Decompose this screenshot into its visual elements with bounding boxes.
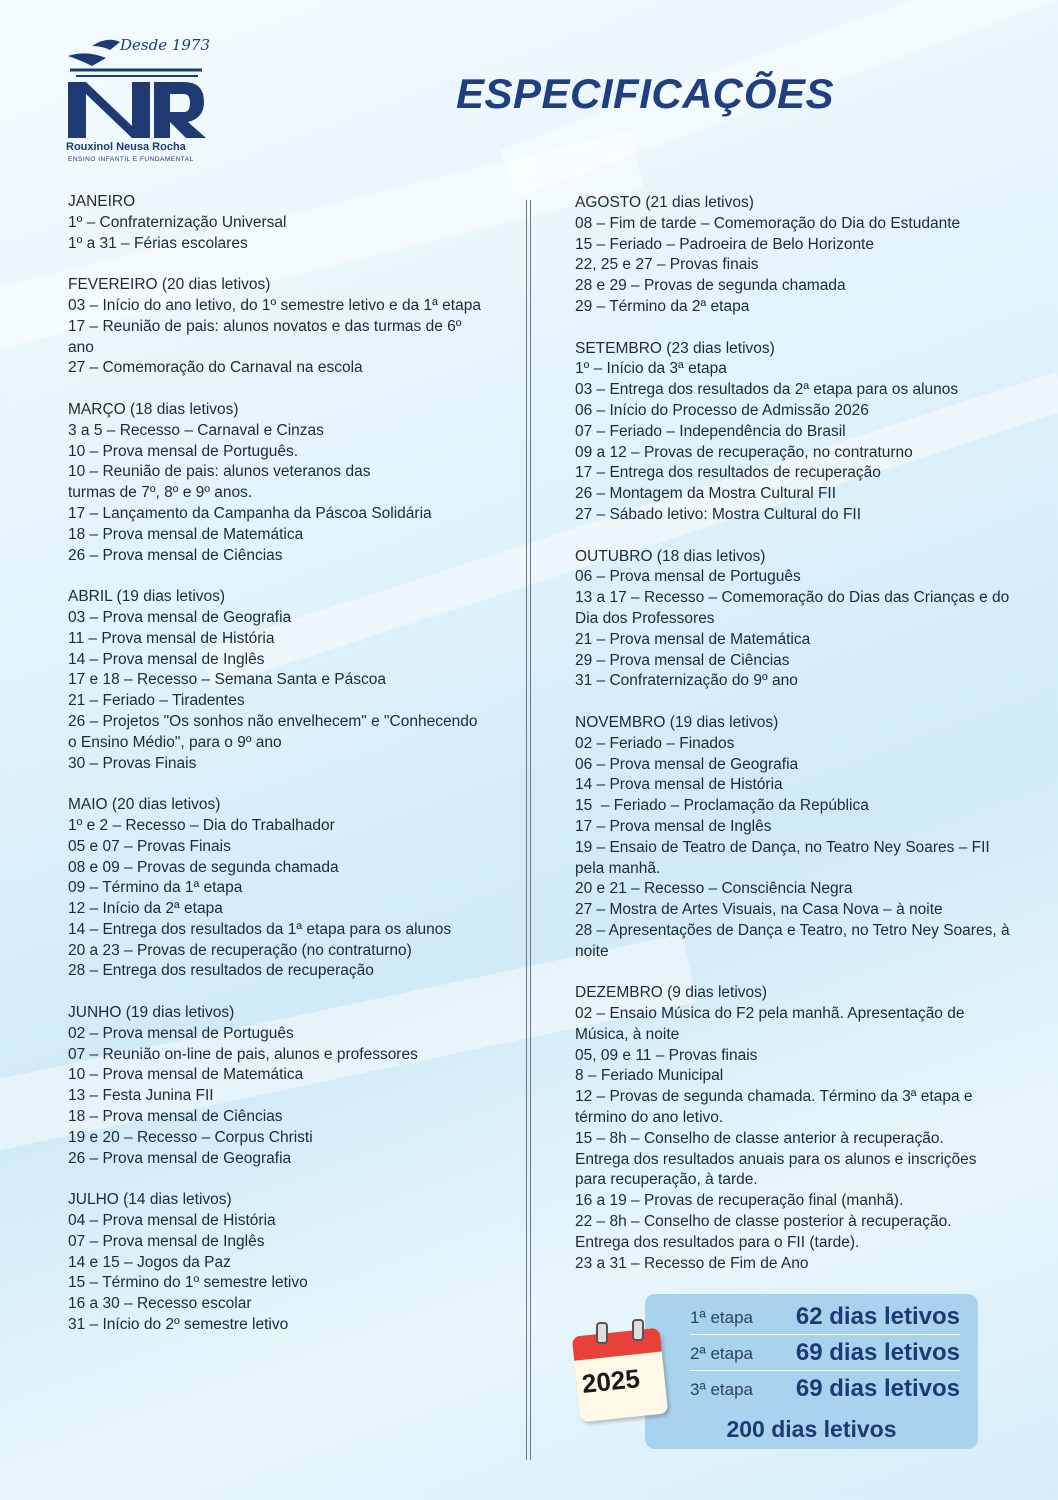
event-line: 04 – Prova mensal de História <box>68 1212 276 1230</box>
event-line: 27 – Sábado letivo: Mostra Cultural do FII <box>575 505 862 523</box>
month-heading: ABRIL (19 dias letivos) <box>68 588 226 606</box>
summary-row <box>690 1336 960 1371</box>
event-line: 26 – Prova mensal de Geografia <box>68 1149 292 1167</box>
month-heading: JUNHO (19 dias letivos) <box>68 1004 235 1022</box>
month-heading: SETEMBRO (23 dias letivos) <box>575 339 775 357</box>
event-line: 09 – Término da 1ª etapa <box>68 879 243 897</box>
event-line: 03 – Entrega dos resultados da 2ª etapa para os alunos <box>575 381 959 399</box>
event-line: 30 – Provas Finais <box>68 754 197 772</box>
event-line: 22 – 8h – Conselho de classe posterior à recuperação. <box>575 1213 952 1231</box>
event-line: 15 – Feriado – Proclamação da República <box>575 797 869 815</box>
event-line: 1º – Início da 3ª etapa <box>575 360 727 378</box>
event-line: 19 – Ensaio de Teatro de Dança, no Teatro Ney Soares – FII pela manhã. <box>575 838 995 877</box>
event-line: 12 – Provas de segunda chamada. Término da 3ª etapa e término do ano letivo. <box>575 1088 977 1127</box>
event-line: 1º a 31 – Férias escolares <box>68 234 248 252</box>
event-line: 31 – Confraternização do 9º ano <box>575 672 798 690</box>
page-title: ESPECIFICAÇÕES <box>456 70 835 117</box>
event-line: 02 – Prova mensal de Português <box>68 1024 294 1042</box>
month-heading: JULHO (14 dias letivos) <box>68 1191 232 1209</box>
event-line: 27 – Comemoração do Carnaval na escola <box>68 359 363 377</box>
event-line: 05 e 07 – Provas Finais <box>68 837 231 855</box>
event-line: 14 e 15 – Jogos da Paz <box>68 1253 231 1271</box>
summary-row-value: 69 dias letivos <box>795 1375 960 1402</box>
event-line: 10 – Prova mensal de Matemática <box>68 1066 304 1084</box>
summary-row-value: 62 dias letivos <box>795 1303 960 1330</box>
event-line: 15 – Término do 1º semestre letivo <box>68 1274 308 1292</box>
event-line: 28 e 29 – Provas de segunda chamada <box>575 277 846 295</box>
event-line: 08 e 09 – Provas de segunda chamada <box>68 858 339 876</box>
month-block <box>68 400 488 566</box>
event-line: 07 – Prova mensal de Inglês <box>68 1232 265 1250</box>
event-line: 1º – Confraternização Universal <box>68 213 287 231</box>
event-line: 17 e 18 – Recesso – Semana Santa e Páscoa <box>68 671 386 689</box>
event-line: 29 – Prova mensal de Ciências <box>575 651 790 669</box>
month-block <box>575 339 1010 526</box>
event-line: 19 e 20 – Recesso – Corpus Christi <box>68 1128 313 1146</box>
event-line: 21 – Feriado – Tiradentes <box>68 692 245 710</box>
summary-row-label: 3ª etapa <box>690 1380 754 1399</box>
event-line: 27 – Mostra de Artes Visuais, na Casa Nova – à noite <box>575 901 943 919</box>
month-heading: OUTUBRO (18 dias letivos) <box>575 547 766 565</box>
summary-row-value: 69 dias letivos <box>795 1339 960 1366</box>
event-line: 8 – Feriado Municipal <box>575 1067 724 1085</box>
brand-name: Rouxinol Neusa Rocha <box>66 141 186 153</box>
left-column <box>68 192 488 1357</box>
event-line: 14 – Entrega dos resultados da 1ª etapa para os alunos <box>68 920 452 938</box>
event-line: 06 – Prova mensal de Geografia <box>575 755 799 773</box>
month-heading: NOVEMBRO (19 dias letivos) <box>575 713 779 731</box>
event-line: Entrega dos resultados anuais para os alunos e inscrições para recuperação, à tarde. <box>575 1150 981 1189</box>
event-line: 15 – 8h – Conselho de classe anterior à recuperação. <box>575 1129 944 1147</box>
event-line: 16 a 30 – Recesso escolar <box>68 1295 252 1313</box>
event-line: 26 – Projetos "Os sonhos não envelhecem" e "Conhecendo o Ensino Médio", para o 9º ano <box>68 712 482 751</box>
month-block <box>575 547 1014 693</box>
event-line: 31 – Início do 2º semestre letivo <box>68 1316 289 1334</box>
event-line: 02 – Feriado – Finados <box>575 734 735 752</box>
month-block <box>575 193 1010 318</box>
event-line: 14 – Prova mensal de História <box>575 776 783 794</box>
event-line: 21 – Prova mensal de Matemática <box>575 630 811 648</box>
event-line: 12 – Início da 2ª etapa <box>68 900 223 918</box>
month-heading: MAIO (20 dias letivos) <box>68 796 221 814</box>
summary-row <box>690 1300 960 1335</box>
event-line: 03 – Início do ano letivo, do 1º semestre letivo e da 1ª etapa <box>68 296 481 314</box>
month-block <box>575 983 1010 1274</box>
since-label: Desde 1973 <box>120 36 211 54</box>
calendar-year: 2025 <box>580 1363 642 1399</box>
event-line: 10 – Reunião de pais: alunos veteranos das <box>68 463 371 481</box>
month-heading: JANEIRO <box>68 193 136 210</box>
brand-subtitle: ENSINO INFANTIL E FUNDAMENTAL <box>68 156 194 163</box>
summary-box <box>645 1294 978 1449</box>
event-line: 13 a 17 – Recesso – Comemoração do Dias das Crianças e do Dia dos Professores <box>575 589 1014 627</box>
event-line: 20 e 21 – Recesso – Consciência Negra <box>575 880 853 898</box>
summary-row-label: 2ª etapa <box>690 1344 754 1363</box>
month-block <box>68 587 488 774</box>
event-line: 11 – Prova mensal de História <box>68 629 275 647</box>
month-block <box>68 192 488 254</box>
summary-total: 200 dias letivos <box>726 1416 897 1442</box>
event-line: 06 – Prova mensal de Português <box>575 568 801 586</box>
event-line: 15 – Feriado – Padroeira de Belo Horizonte <box>575 235 874 253</box>
event-line: 09 a 12 – Provas de recuperação, no contraturno <box>575 443 913 461</box>
event-line: 29 – Término da 2ª etapa <box>575 297 750 315</box>
calendar-icon <box>570 1318 670 1423</box>
event-line: 18 – Prova mensal de Matemática <box>68 525 304 543</box>
event-line: 28 – Apresentações de Dança e Teatro, no Tetro Ney Soares, à noite <box>575 921 1014 960</box>
right-column <box>575 193 1014 1295</box>
month-block <box>68 275 488 379</box>
event-line: 14 – Prova mensal de Inglês <box>68 650 265 668</box>
event-line: 10 – Prova mensal de Português. <box>68 442 299 460</box>
event-line: 17 – Lançamento da Campanha da Páscoa Solidária <box>68 504 432 522</box>
month-heading: FEVEREIRO (20 dias letivos) <box>68 276 271 294</box>
event-line: 02 – Ensaio Música do F2 pela manhã. Apresentação de Música, à noite <box>575 1005 969 1043</box>
event-line: 26 – Prova mensal de Ciências <box>68 546 283 564</box>
event-line: 13 – Festa Junina FII <box>68 1087 214 1105</box>
month-heading: AGOSTO (21 dias letivos) <box>575 194 754 211</box>
event-line: turmas de 7º, 8º e 9º anos. <box>68 484 253 502</box>
month-heading: MARÇO (18 dias letivos) <box>68 400 239 418</box>
column-divider <box>526 200 531 1460</box>
event-line: 18 – Prova mensal de Ciências <box>68 1108 283 1126</box>
event-line: 03 – Prova mensal de Geografia <box>68 608 292 626</box>
event-line: 05, 09 e 11 – Provas finais <box>575 1046 758 1064</box>
event-line: 1º e 2 – Recesso – Dia do Trabalhador <box>68 816 335 834</box>
event-line: 28 – Entrega dos resultados de recuperação <box>68 962 374 980</box>
event-line: 16 a 19 – Provas de recuperação final (manhã). <box>575 1192 904 1210</box>
event-line: 23 a 31 – Recesso de Fim de Ano <box>575 1254 809 1272</box>
event-line: 3 a 5 – Recesso – Carnaval e Cinzas <box>68 421 324 439</box>
month-block <box>575 713 1014 963</box>
event-line: 17 – Entrega dos resultados de recuperação <box>575 464 881 482</box>
school-logo <box>62 36 212 170</box>
event-line: 22, 25 e 27 – Provas finais <box>575 256 759 274</box>
event-line: 06 – Início do Processo de Admissão 2026 <box>575 401 869 419</box>
event-line: 08 – Fim de tarde – Comemoração do Dia do Estudante <box>575 214 961 232</box>
month-block <box>68 1003 488 1169</box>
event-line: 07 – Reunião on-line de pais, alunos e professores <box>68 1045 418 1063</box>
event-line: 20 a 23 – Provas de recuperação (no contraturno) <box>68 941 412 959</box>
event-line: 17 – Reunião de pais: alunos novatos e das turmas de 6º ano <box>68 317 466 356</box>
summary-row-label: 1ª etapa <box>690 1308 754 1327</box>
event-line: 07 – Feriado – Independência do Brasil <box>575 422 846 440</box>
event-line: 17 – Prova mensal de Inglês <box>575 817 772 835</box>
summary-row <box>690 1372 960 1406</box>
event-line: Entrega dos resultados para o FII (tarde). <box>575 1233 860 1251</box>
event-line: 26 – Montagem da Mostra Cultural FII <box>575 485 837 503</box>
month-block <box>68 1190 488 1336</box>
month-heading: DEZEMBRO (9 dias letivos) <box>575 984 768 1002</box>
month-block <box>68 795 488 982</box>
